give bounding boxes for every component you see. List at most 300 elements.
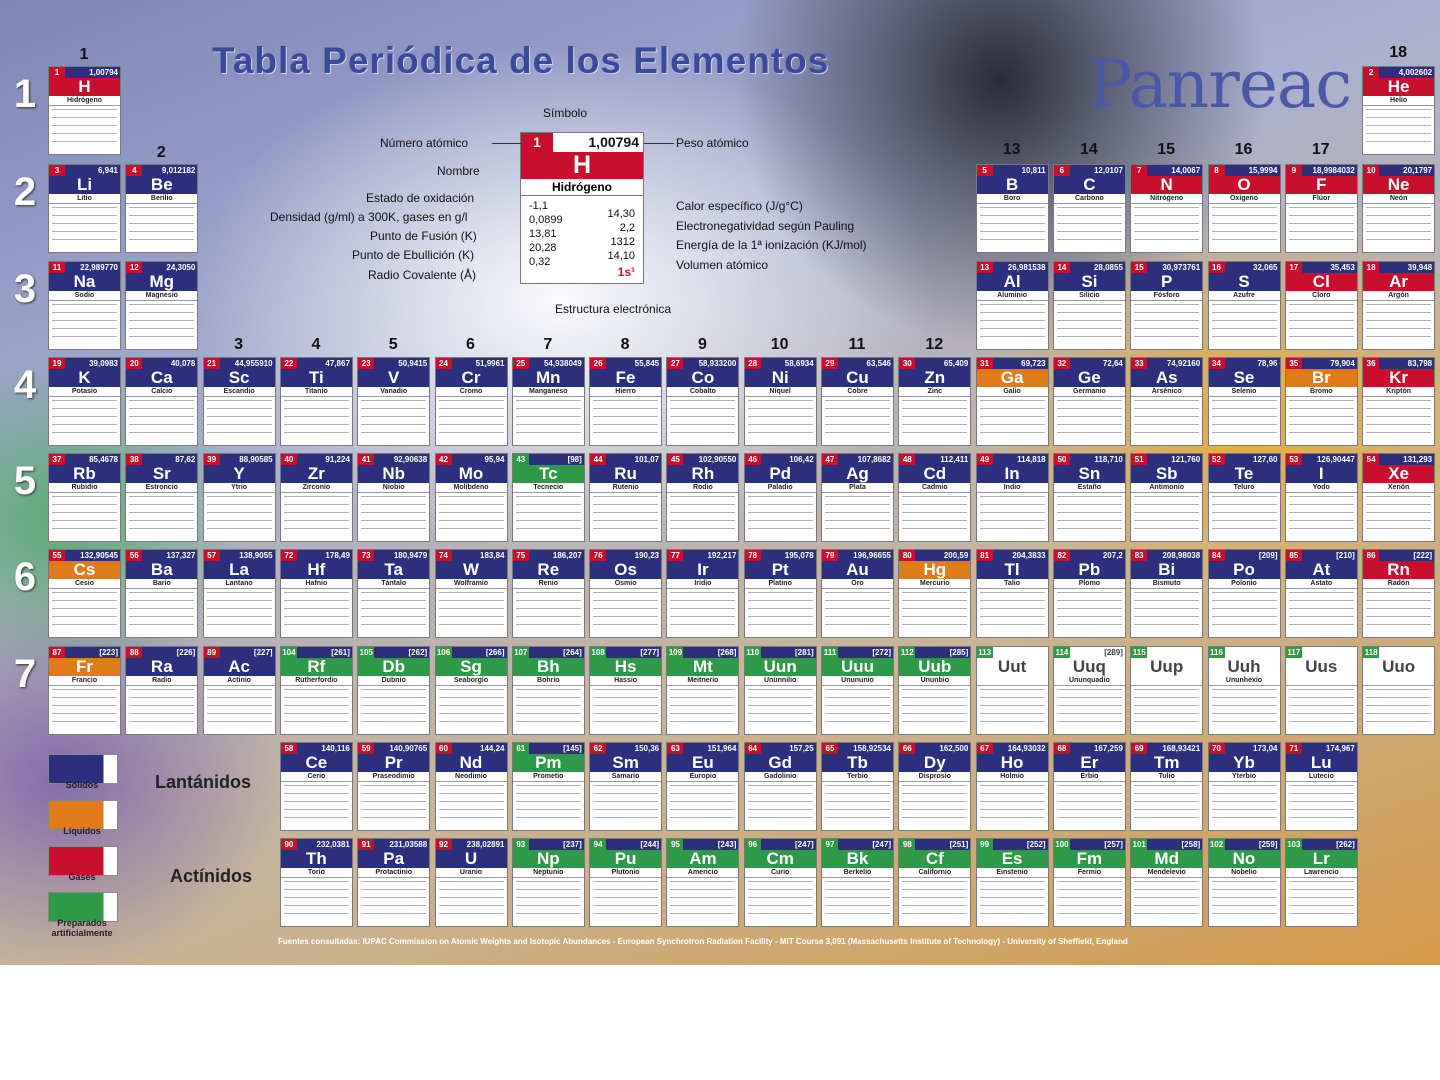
element-symbol: Te (1209, 465, 1280, 483)
element-symbol: Md (1131, 850, 1202, 868)
element-cell[interactable] (976, 838, 1049, 927)
element-name: Tecnecio (513, 483, 584, 493)
group-label: 6 (466, 336, 475, 353)
element-symbol: Tb (822, 754, 893, 772)
element-cell[interactable] (48, 453, 121, 542)
atomic-weight: 157,25 (761, 743, 816, 754)
property-lines (593, 689, 658, 729)
element-cell[interactable] (666, 453, 739, 542)
atomic-weight: 1,00794 (65, 67, 120, 78)
element-cell[interactable] (203, 549, 276, 638)
element-cell[interactable] (1362, 66, 1435, 155)
element-symbol: Au (822, 561, 893, 579)
label-peso-atomico: Peso atómico (676, 136, 749, 150)
element-name: Ytrio (204, 483, 275, 493)
atomic-weight: 144,24 (452, 743, 507, 754)
atomic-weight: 39,948 (1379, 262, 1434, 273)
element-cell[interactable] (898, 549, 971, 638)
element-name: Yterbio (1209, 772, 1280, 782)
element-cell[interactable] (976, 646, 1049, 735)
period-label: 4 (13, 363, 37, 407)
atomic-weight: [258] (1147, 839, 1202, 850)
atomic-weight: 192,217 (683, 550, 738, 561)
property-lines (1366, 109, 1431, 149)
atomic-number: 94 (590, 839, 606, 850)
element-cell[interactable] (435, 646, 508, 735)
atomic-weight: [289] (1070, 647, 1125, 658)
element-cell[interactable] (1208, 742, 1281, 831)
element-cell[interactable] (280, 838, 353, 927)
element-symbol: Bk (822, 850, 893, 868)
property-lines (1057, 881, 1122, 921)
element-symbol: Pb (1054, 561, 1125, 579)
element-symbol: Ho (977, 754, 1048, 772)
element-symbol: Uuu (822, 658, 893, 676)
atomic-weight: 126,90447 (1302, 454, 1357, 465)
atomic-weight: 35,453 (1302, 262, 1357, 273)
property-lines (1212, 592, 1277, 632)
element-name: Neodimio (436, 772, 507, 782)
element-cell[interactable] (512, 453, 585, 542)
group-label: 2 (156, 144, 166, 161)
element-cell[interactable] (1362, 261, 1435, 350)
element-cell[interactable] (976, 357, 1049, 446)
element-cell[interactable] (589, 838, 662, 927)
element-symbol: Se (1209, 369, 1280, 387)
element-cell[interactable] (203, 646, 276, 735)
element-cell[interactable] (666, 838, 739, 927)
element-symbol: Fm (1054, 850, 1125, 868)
atomic-weight: 164,93032 (993, 743, 1048, 754)
element-cell[interactable] (1053, 453, 1126, 542)
element-name: Protactinio (358, 868, 429, 878)
atomic-number: 46 (745, 454, 761, 465)
property-lines (980, 400, 1045, 440)
atomic-number: 95 (667, 839, 683, 850)
element-cell[interactable] (589, 646, 662, 735)
element-cell[interactable] (357, 549, 430, 638)
atomic-weight: 132,90545 (65, 550, 120, 561)
atomic-weight: 65,409 (915, 358, 970, 369)
atomic-weight: 47,867 (297, 358, 352, 369)
atomic-weight: 127,60 (1225, 454, 1280, 465)
element-cell[interactable] (821, 838, 894, 927)
key-config: 1s¹ (617, 265, 635, 279)
element-cell[interactable] (357, 838, 430, 927)
element-cell[interactable] (898, 357, 971, 446)
element-symbol: Br (1286, 369, 1357, 387)
element-cell[interactable] (821, 357, 894, 446)
property-lines (1289, 400, 1354, 440)
element-cell[interactable] (357, 357, 430, 446)
element-cell[interactable] (589, 357, 662, 446)
element-symbol: Sb (1131, 465, 1202, 483)
atomic-weight: [145] (529, 743, 584, 754)
key-electroneg: 2,2 (619, 222, 635, 234)
element-symbol: Rf (281, 658, 352, 676)
group-label: 8 (620, 336, 630, 353)
atomic-number: 89 (204, 647, 220, 658)
element-cell[interactable] (1053, 646, 1126, 735)
element-symbol: Pa (358, 850, 429, 868)
element-cell[interactable] (1208, 838, 1281, 927)
element-cell[interactable] (357, 453, 430, 542)
atomic-weight: 151,964 (683, 743, 738, 754)
atomic-number: 38 (126, 454, 142, 465)
element-cell[interactable] (512, 838, 585, 927)
property-lines (52, 592, 117, 632)
element-cell[interactable] (48, 66, 121, 155)
property-lines (52, 400, 117, 440)
atomic-weight: 204,3833 (993, 550, 1048, 561)
element-cell[interactable] (203, 357, 276, 446)
element-name (1286, 676, 1357, 686)
element-cell[interactable] (1285, 838, 1358, 927)
property-lines (439, 689, 504, 729)
element-cell[interactable] (203, 453, 276, 542)
element-cell[interactable] (1285, 742, 1358, 831)
element-cell[interactable] (1285, 549, 1358, 638)
atomic-weight: 162,500 (915, 743, 970, 754)
element-cell[interactable] (744, 357, 817, 446)
element-cell[interactable] (435, 549, 508, 638)
element-cell[interactable] (48, 261, 121, 350)
property-lines (284, 592, 349, 632)
element-cell[interactable] (280, 742, 353, 831)
atomic-weight: [247] (761, 839, 816, 850)
element-cell[interactable] (1130, 164, 1203, 253)
element-name: Torio (281, 868, 352, 878)
element-name: Oxígeno (1209, 194, 1280, 204)
element-cell[interactable] (976, 261, 1049, 350)
element-cell[interactable] (1053, 164, 1126, 253)
element-cell[interactable] (280, 646, 353, 735)
element-cell[interactable] (512, 646, 585, 735)
property-lines (902, 881, 967, 921)
property-lines (52, 207, 117, 247)
atomic-number: 53 (1286, 454, 1302, 465)
element-cell[interactable] (125, 549, 198, 638)
atomic-number: 77 (667, 550, 683, 561)
element-name: Berkelio (822, 868, 893, 878)
element-name (977, 676, 1048, 686)
element-cell[interactable] (357, 742, 430, 831)
atomic-number: 9 (1286, 165, 1302, 176)
element-name: Neón (1363, 194, 1434, 204)
atomic-weight: 140,116 (297, 743, 352, 754)
element-cell[interactable] (744, 549, 817, 638)
element-cell[interactable] (666, 357, 739, 446)
property-lines (825, 400, 890, 440)
element-symbol: Cl (1286, 273, 1357, 291)
key-name: Hidrógeno (521, 179, 643, 196)
element-cell[interactable] (1208, 549, 1281, 638)
element-name: Estroncio (126, 483, 197, 493)
element-cell[interactable] (280, 357, 353, 446)
atomic-weight: 140,90765 (374, 743, 429, 754)
element-name: Helio (1363, 96, 1434, 106)
element-cell[interactable] (1208, 261, 1281, 350)
atomic-weight: 131,293 (1379, 454, 1434, 465)
atomic-number: 45 (667, 454, 683, 465)
property-lines (1366, 689, 1431, 729)
atomic-number: 2 (1363, 67, 1379, 78)
element-cell[interactable] (357, 646, 430, 735)
atomic-weight: 138,9055 (220, 550, 275, 561)
element-cell[interactable] (666, 646, 739, 735)
element-cell[interactable] (1285, 357, 1358, 446)
element-cell[interactable] (1053, 549, 1126, 638)
atomic-weight: 51,9961 (452, 358, 507, 369)
atomic-weight: [266] (452, 647, 507, 658)
element-name: Potasio (49, 387, 120, 397)
element-cell[interactable] (898, 838, 971, 927)
element-name: Ununhexio (1209, 676, 1280, 686)
element-cell[interactable] (1053, 742, 1126, 831)
element-cell[interactable] (48, 646, 121, 735)
atomic-weight: 85,4678 (65, 454, 120, 465)
atomic-weight: [262] (1302, 839, 1357, 850)
element-symbol: Co (667, 369, 738, 387)
property-lines (516, 881, 581, 921)
element-symbol: No (1209, 850, 1280, 868)
element-cell[interactable] (976, 549, 1049, 638)
element-cell[interactable] (1208, 357, 1281, 446)
property-lines (516, 592, 581, 632)
atomic-number: 8 (1209, 165, 1225, 176)
element-name (1131, 676, 1202, 686)
atomic-number: 52 (1209, 454, 1225, 465)
element-cell[interactable] (744, 742, 817, 831)
element-name: Neptunio (513, 868, 584, 878)
atomic-weight: 63,546 (838, 358, 893, 369)
atomic-number: 36 (1363, 358, 1379, 369)
atomic-weight: [262] (374, 647, 429, 658)
property-lines (670, 400, 735, 440)
element-symbol: Tm (1131, 754, 1202, 772)
element-cell[interactable] (589, 549, 662, 638)
element-cell[interactable] (1053, 838, 1126, 927)
legend-label: Preparados artificialmente (51, 918, 113, 938)
property-lines (361, 689, 426, 729)
element-symbol: Gd (745, 754, 816, 772)
element-cell[interactable] (898, 646, 971, 735)
atomic-number: 113 (978, 648, 992, 657)
element-cell[interactable] (435, 838, 508, 927)
atomic-number: 27 (667, 358, 683, 369)
element-cell[interactable] (1208, 453, 1281, 542)
element-name: Rutherfordio (281, 676, 352, 686)
element-cell[interactable] (1130, 357, 1203, 446)
element-cell[interactable] (1362, 549, 1435, 638)
property-lines (670, 785, 735, 825)
atomic-weight: 207,2 (1070, 550, 1125, 561)
element-name: Oro (822, 579, 893, 589)
atomic-weight: 10,811 (993, 165, 1048, 176)
element-cell[interactable] (125, 646, 198, 735)
property-lines (1057, 785, 1122, 825)
element-name: Lutecio (1286, 772, 1357, 782)
element-name: Ununbio (899, 676, 970, 686)
property-lines (439, 881, 504, 921)
atomic-weight: [264] (529, 647, 584, 658)
element-cell[interactable] (512, 357, 585, 446)
element-name: Terbio (822, 772, 893, 782)
element-cell[interactable] (435, 742, 508, 831)
key-radius: 0,32 (529, 256, 551, 268)
element-name: Cerio (281, 772, 352, 782)
element-cell[interactable] (821, 453, 894, 542)
atomic-number: 60 (436, 743, 452, 754)
atomic-weight: 18,9984032 (1302, 165, 1357, 176)
atomic-number: 107 (514, 648, 528, 657)
atomic-number: 115 (1132, 648, 1146, 657)
element-cell[interactable] (1362, 164, 1435, 253)
element-cell[interactable] (898, 453, 971, 542)
element-symbol: Uuh (1209, 658, 1280, 676)
element-cell[interactable] (666, 742, 739, 831)
key-right-values (607, 207, 635, 263)
element-cell[interactable] (1285, 646, 1358, 735)
property-lines (1134, 496, 1199, 536)
atomic-weight: 173,04 (1225, 743, 1280, 754)
element-cell[interactable] (666, 549, 739, 638)
element-cell[interactable] (976, 742, 1049, 831)
element-cell[interactable] (1208, 164, 1281, 253)
element-symbol: Cm (745, 850, 816, 868)
property-lines (980, 304, 1045, 344)
element-cell[interactable] (1053, 357, 1126, 446)
element-cell[interactable] (1130, 453, 1203, 542)
property-lines (980, 496, 1045, 536)
element-cell[interactable] (1285, 164, 1358, 253)
element-cell[interactable] (125, 164, 198, 253)
atomic-weight: [281] (761, 647, 816, 658)
element-cell[interactable] (1285, 453, 1358, 542)
element-cell[interactable] (1285, 261, 1358, 350)
element-cell[interactable] (1362, 646, 1435, 735)
element-cell[interactable] (48, 549, 121, 638)
element-symbol: Rh (667, 465, 738, 483)
atomic-weight: 114,818 (993, 454, 1048, 465)
atomic-number: 83 (1131, 550, 1147, 561)
property-lines (670, 689, 735, 729)
property-lines (902, 785, 967, 825)
element-cell[interactable] (48, 357, 121, 446)
element-cell[interactable] (512, 742, 585, 831)
element-cell[interactable] (821, 742, 894, 831)
element-cell[interactable] (821, 646, 894, 735)
property-lines (1366, 400, 1431, 440)
element-cell[interactable] (125, 453, 198, 542)
property-lines (980, 207, 1045, 247)
property-lines (980, 881, 1045, 921)
element-cell[interactable] (1130, 646, 1203, 735)
element-cell[interactable] (48, 164, 121, 253)
atomic-number: 56 (126, 550, 142, 561)
element-symbol: Es (977, 850, 1048, 868)
element-symbol: Tl (977, 561, 1048, 579)
element-cell[interactable] (280, 453, 353, 542)
property-lines (361, 400, 426, 440)
element-cell[interactable] (821, 549, 894, 638)
element-symbol: Dy (899, 754, 970, 772)
atomic-weight: [285] (915, 647, 970, 658)
element-cell[interactable] (976, 453, 1049, 542)
atomic-weight: 178,49 (297, 550, 352, 561)
element-cell[interactable] (1362, 453, 1435, 542)
atomic-weight: 40,078 (142, 358, 197, 369)
element-symbol: Ru (590, 465, 661, 483)
element-cell[interactable] (435, 357, 508, 446)
element-cell[interactable] (744, 453, 817, 542)
element-name: Meitnerio (667, 676, 738, 686)
atomic-number: 109 (668, 648, 683, 657)
element-cell[interactable] (1130, 838, 1203, 927)
element-name: Arsénico (1131, 387, 1202, 397)
atomic-number: 108 (591, 648, 605, 657)
element-symbol: Cd (899, 465, 970, 483)
element-cell[interactable] (280, 549, 353, 638)
element-name: Cromo (436, 387, 507, 397)
element-cell[interactable] (589, 742, 662, 831)
atomic-number: 87 (49, 647, 65, 658)
atomic-number: 116 (1210, 648, 1223, 657)
atomic-weight: 174,967 (1302, 743, 1357, 754)
element-cell[interactable] (1130, 742, 1203, 831)
element-name: Estaño (1054, 483, 1125, 493)
atomic-number: 41 (358, 454, 374, 465)
element-cell[interactable] (589, 453, 662, 542)
element-symbol: Al (977, 273, 1048, 291)
atomic-weight: 15,9994 (1225, 165, 1280, 176)
element-cell[interactable] (1130, 261, 1203, 350)
label-calor: Calor específico (J/g°C) (676, 199, 803, 213)
atomic-weight: 30,973761 (1147, 262, 1202, 273)
atomic-number: 112 (900, 648, 914, 657)
element-symbol: Db (358, 658, 429, 676)
element-cell[interactable] (125, 261, 198, 350)
element-cell[interactable] (744, 646, 817, 735)
property-lines (207, 592, 272, 632)
element-cell[interactable] (125, 357, 198, 446)
element-cell[interactable] (744, 838, 817, 927)
group-label: 15 (1157, 141, 1176, 158)
element-cell[interactable] (1362, 357, 1435, 446)
element-cell[interactable] (512, 549, 585, 638)
element-cell[interactable] (898, 742, 971, 831)
atomic-number: 104 (282, 648, 296, 657)
atomic-number: 26 (590, 358, 606, 369)
element-symbol: Ga (977, 369, 1048, 387)
property-lines (748, 400, 813, 440)
atomic-weight: 168,93421 (1147, 743, 1202, 754)
element-cell[interactable] (976, 164, 1049, 253)
property-lines (1057, 400, 1122, 440)
element-name: Tulio (1131, 772, 1202, 782)
element-name: Ununquadio (1054, 676, 1125, 686)
element-cell[interactable] (435, 453, 508, 542)
element-name: Galio (977, 387, 1048, 397)
element-cell[interactable] (1053, 261, 1126, 350)
element-cell[interactable] (1208, 646, 1281, 735)
property-lines (825, 592, 890, 632)
atomic-number: 22 (281, 358, 297, 369)
element-cell[interactable] (1130, 549, 1203, 638)
element-symbol: In (977, 465, 1048, 483)
element-name: Carbono (1054, 194, 1125, 204)
atomic-weight: 180,9479 (374, 550, 429, 561)
